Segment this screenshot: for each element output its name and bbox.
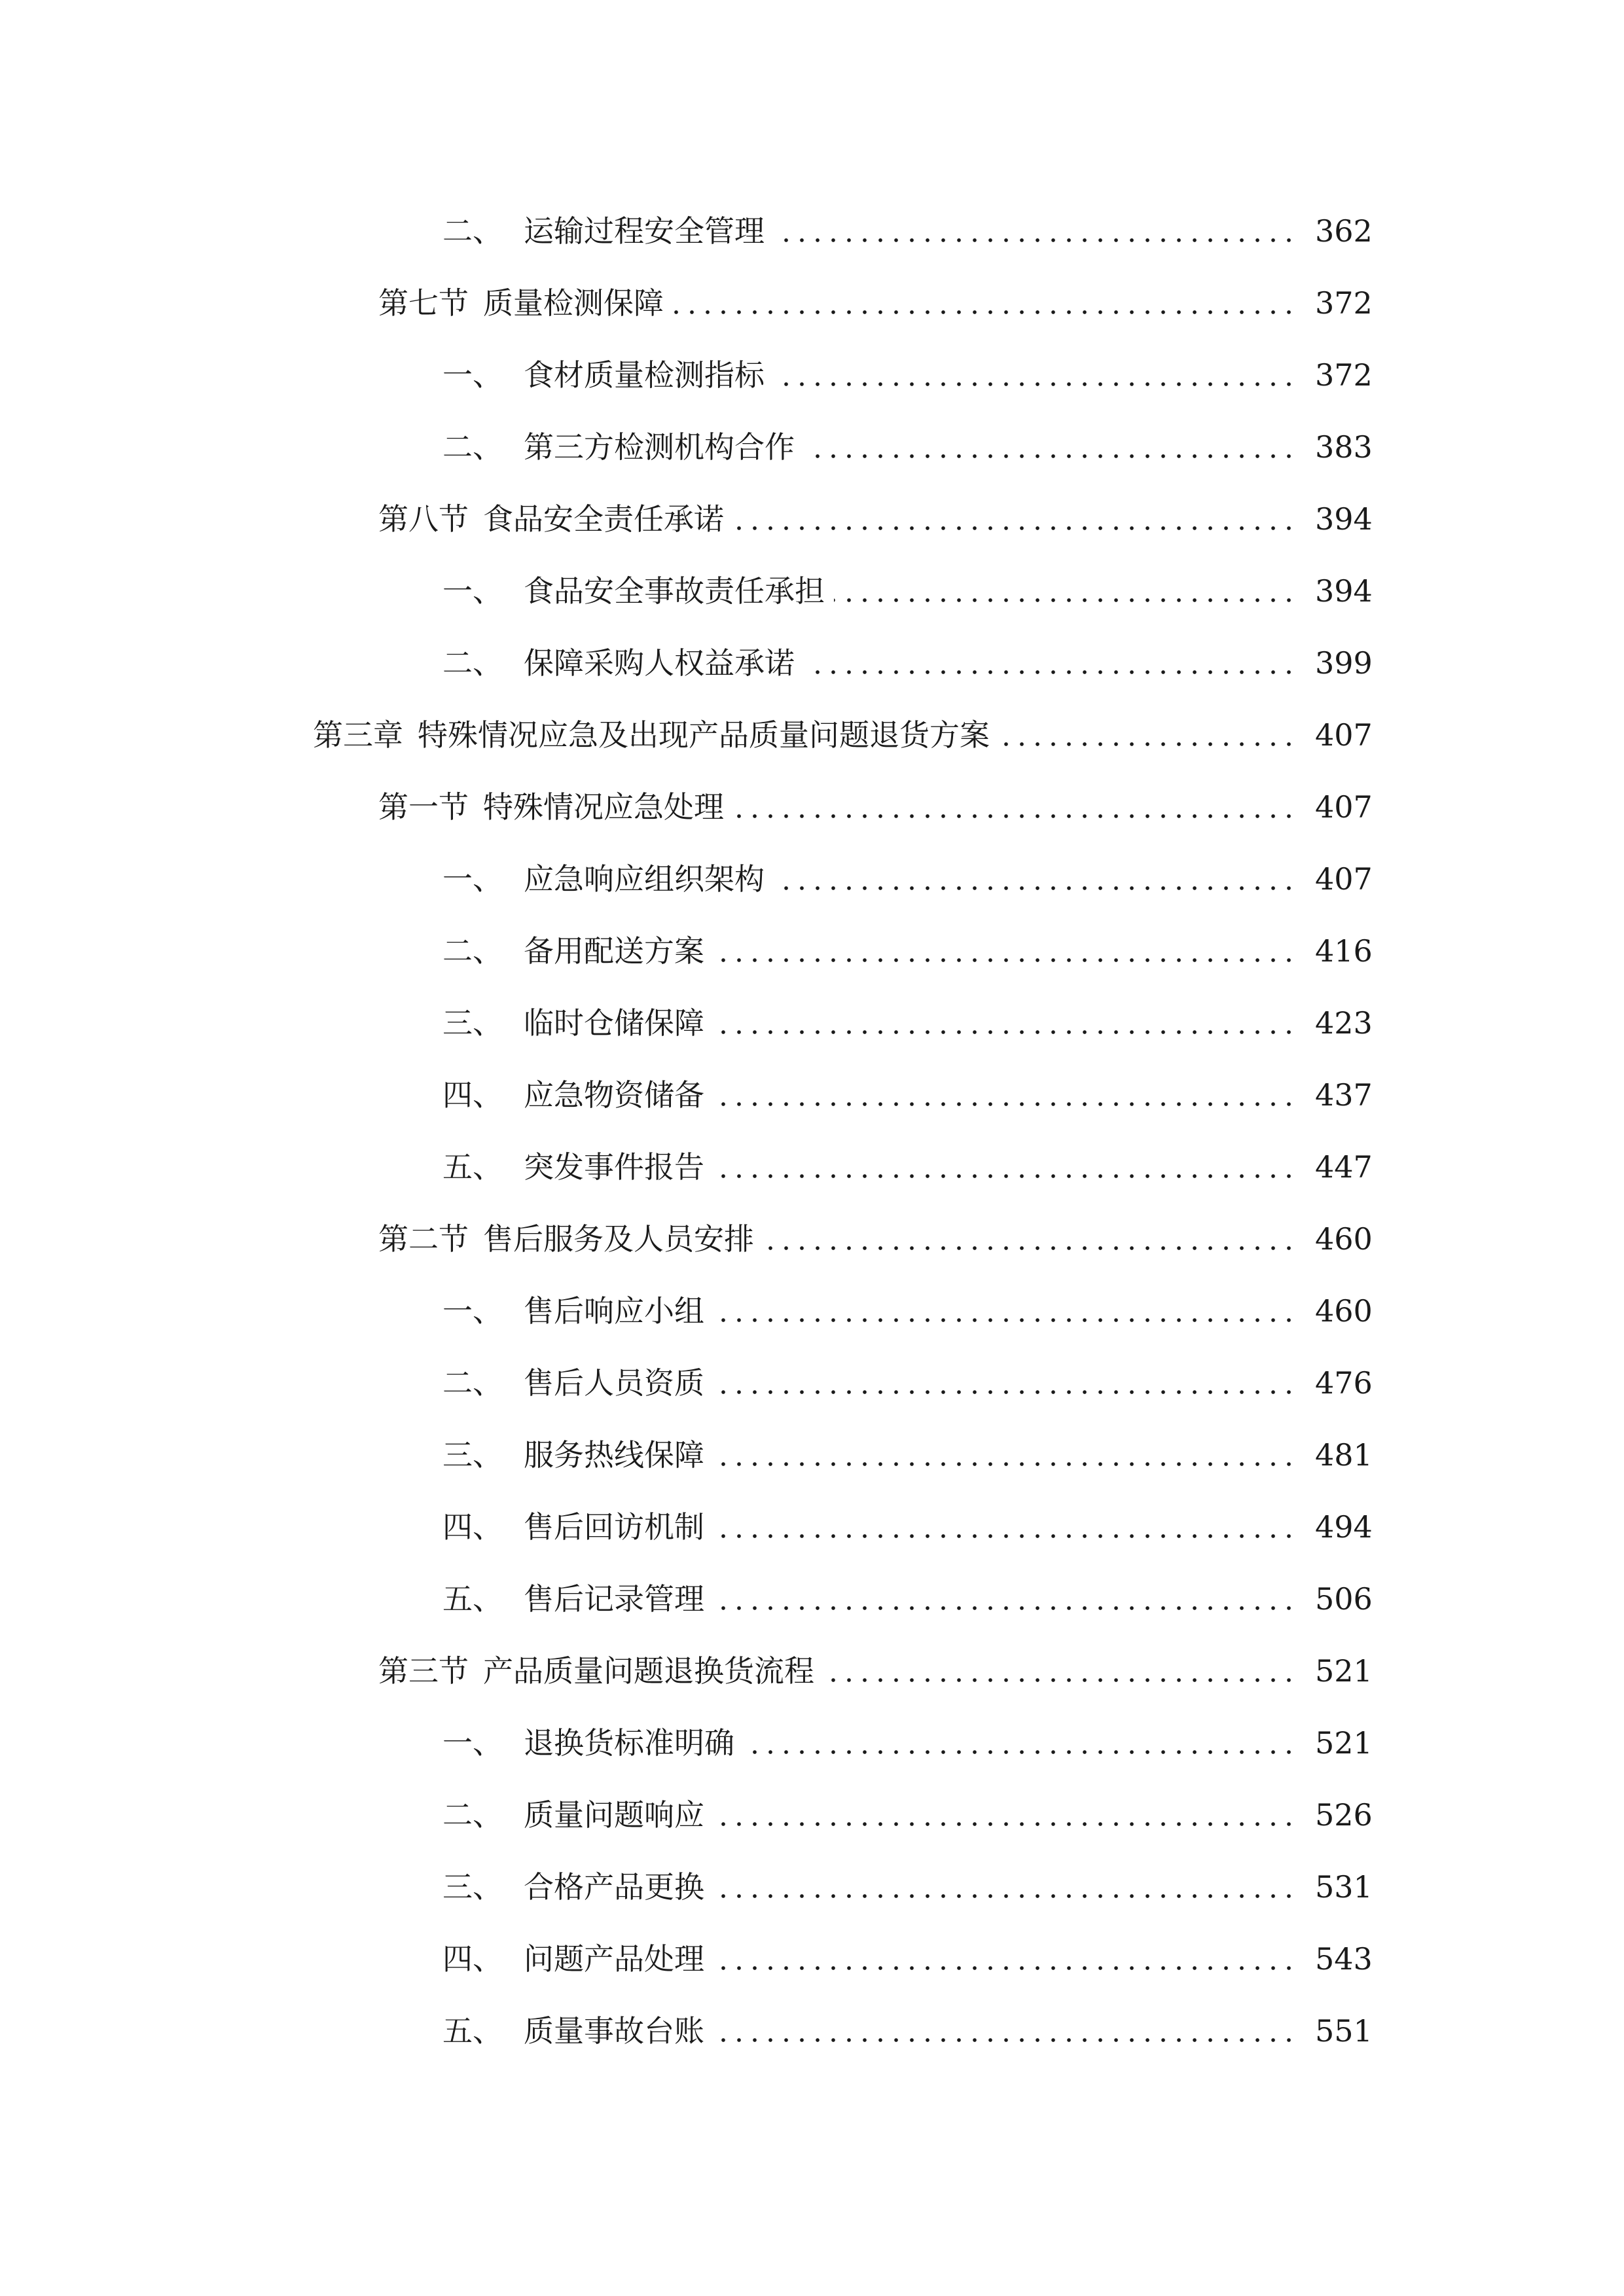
toc-entry-title: 质量事故台账	[524, 2013, 704, 2049]
toc-entry-number: 二、	[442, 933, 503, 969]
dot-leader	[713, 1512, 1297, 1542]
toc-entry-title: 食材质量检测指标	[524, 357, 765, 393]
toc-entry-page: 526	[1315, 1797, 1373, 1833]
toc-entry[interactable]	[0, 1995, 1624, 2067]
toc-entry[interactable]	[0, 1275, 1624, 1347]
toc-entry-title: 保障采购人权益承诺	[524, 645, 795, 681]
toc-entry-page: 407	[1315, 717, 1373, 753]
dot-leader	[774, 864, 1297, 894]
toc-entry-title: 问题产品处理	[524, 1941, 704, 1977]
toc-entry-number: 五、	[442, 2013, 503, 2049]
dot-leader	[834, 576, 1297, 606]
toc-entry-number: 第一节	[378, 789, 469, 825]
toc-entry-title: 售后人员资质	[524, 1365, 704, 1401]
toc-entry-title: 第三方检测机构合作	[524, 429, 795, 465]
toc-entry-title: 质量检测保障	[483, 285, 664, 321]
dot-leader	[713, 2016, 1297, 2046]
toc-entry-number: 第二节	[378, 1221, 469, 1257]
toc-entry-number: 二、	[442, 645, 503, 681]
toc-entry[interactable]	[0, 915, 1624, 987]
toc-entry-number: 四、	[442, 1941, 503, 1977]
toc-entry-number: 四、	[442, 1509, 503, 1545]
toc-entry-title: 售后回访机制	[524, 1509, 704, 1545]
dot-leader	[713, 1008, 1297, 1038]
dot-leader	[774, 216, 1297, 246]
toc-entry-page: 521	[1315, 1725, 1373, 1761]
toc-entry[interactable]	[0, 483, 1624, 555]
toc-entry-page: 399	[1315, 645, 1373, 681]
toc-entry-number: 一、	[442, 1725, 503, 1761]
toc-entry-number: 二、	[442, 1797, 503, 1833]
toc-entry-title: 售后服务及人员安排	[483, 1221, 754, 1257]
toc-entry-number: 五、	[442, 1581, 503, 1617]
toc-entry-title: 应急响应组织架构	[524, 861, 765, 897]
toc-entry-title: 产品质量问题退换货流程	[483, 1653, 814, 1689]
toc-entry-title: 服务热线保障	[524, 1437, 704, 1473]
toc-entry[interactable]	[0, 1635, 1624, 1707]
toc-entry-title: 售后记录管理	[524, 1581, 704, 1617]
toc-entry-page: 407	[1315, 789, 1373, 825]
toc-entry-page: 521	[1315, 1653, 1373, 1689]
toc-entry[interactable]	[0, 1059, 1624, 1131]
toc-entry[interactable]	[0, 1203, 1624, 1275]
dot-leader	[713, 1872, 1297, 1902]
dot-leader	[733, 792, 1297, 822]
dot-leader	[713, 1440, 1297, 1470]
toc-entry-number: 一、	[442, 861, 503, 897]
dot-leader	[713, 1152, 1297, 1182]
toc-entry-title: 备用配送方案	[524, 933, 704, 969]
dot-leader	[713, 936, 1297, 966]
toc-entry-number: 三、	[442, 1869, 503, 1905]
toc-entry[interactable]	[0, 1779, 1624, 1851]
toc-entry-title: 食品安全责任承诺	[483, 501, 724, 537]
toc-entry[interactable]	[0, 1563, 1624, 1635]
toc-entry-number: 第八节	[378, 501, 469, 537]
toc-entry-title: 特殊情况应急及出现产品质量问题退货方案	[418, 717, 990, 753]
toc-entry-page: 423	[1315, 1005, 1373, 1041]
toc-entry-number: 二、	[442, 1365, 503, 1401]
toc-entry-page: 460	[1315, 1221, 1373, 1257]
toc-entry-title: 突发事件报告	[524, 1149, 704, 1185]
toc-entry[interactable]	[0, 1419, 1624, 1491]
toc-entry-number: 第三节	[378, 1653, 469, 1689]
toc-entry-number: 第三章	[313, 717, 403, 753]
dot-leader	[713, 1368, 1297, 1398]
toc-entry-title: 运输过程安全管理	[524, 213, 765, 249]
toc-entry-page: 416	[1315, 933, 1373, 969]
toc-entry-number: 一、	[442, 1293, 503, 1329]
toc-entry-page: 531	[1315, 1869, 1373, 1905]
toc-entry-title: 合格产品更换	[524, 1869, 704, 1905]
toc-entry-title: 特殊情况应急处理	[483, 789, 724, 825]
toc-entry-page: 551	[1315, 2013, 1373, 2049]
table-of-contents	[0, 195, 1624, 2067]
toc-entry-number: 一、	[442, 573, 503, 609]
toc-entry[interactable]	[0, 1923, 1624, 1995]
toc-entry-number: 三、	[442, 1437, 503, 1473]
dot-leader	[763, 1224, 1297, 1254]
toc-entry[interactable]	[0, 411, 1624, 483]
toc-entry[interactable]	[0, 1707, 1624, 1779]
toc-entry-number: 第七节	[378, 285, 469, 321]
toc-entry-page: 447	[1315, 1149, 1373, 1185]
toc-entry-page: 407	[1315, 861, 1373, 897]
toc-entry-page: 476	[1315, 1365, 1373, 1401]
toc-entry[interactable]	[0, 267, 1624, 339]
toc-entry-number: 二、	[442, 429, 503, 465]
toc-entry[interactable]	[0, 987, 1624, 1059]
toc-entry-page: 362	[1315, 213, 1373, 249]
toc-entry-page: 481	[1315, 1437, 1373, 1473]
dot-leader	[733, 504, 1297, 534]
toc-entry-title: 退换货标准明确	[524, 1725, 734, 1761]
toc-entry-title: 应急物资储备	[524, 1077, 704, 1113]
toc-entry[interactable]	[0, 339, 1624, 411]
toc-entry-page: 394	[1315, 501, 1373, 537]
toc-entry[interactable]	[0, 1347, 1624, 1419]
dot-leader	[673, 288, 1297, 318]
toc-entry-page: 372	[1315, 285, 1373, 321]
toc-entry-title: 质量问题响应	[524, 1797, 704, 1833]
toc-entry-page: 394	[1315, 573, 1373, 609]
dot-leader	[713, 1296, 1297, 1326]
toc-entry-page: 506	[1315, 1581, 1373, 1617]
toc-entry-page: 494	[1315, 1509, 1373, 1545]
dot-leader	[774, 360, 1297, 390]
toc-entry[interactable]	[0, 1491, 1624, 1563]
dot-leader	[713, 1800, 1297, 1830]
toc-entry[interactable]	[0, 699, 1624, 771]
dot-leader	[823, 1656, 1297, 1686]
toc-entry[interactable]	[0, 627, 1624, 699]
toc-entry-page: 437	[1315, 1077, 1373, 1113]
toc-entry-page: 460	[1315, 1293, 1373, 1329]
dot-leader	[713, 1944, 1297, 1974]
dot-leader	[744, 1728, 1297, 1758]
dot-leader	[804, 648, 1297, 678]
toc-entry-number: 二、	[442, 213, 503, 249]
toc-entry[interactable]	[0, 1851, 1624, 1923]
toc-entry-number: 四、	[442, 1077, 503, 1113]
dot-leader	[713, 1080, 1297, 1110]
dot-leader	[999, 720, 1297, 750]
toc-entry-title: 售后响应小组	[524, 1293, 704, 1329]
toc-entry-number: 五、	[442, 1149, 503, 1185]
toc-entry[interactable]	[0, 195, 1624, 267]
toc-entry[interactable]	[0, 843, 1624, 915]
toc-entry-number: 一、	[442, 357, 503, 393]
toc-entry[interactable]	[0, 771, 1624, 843]
dot-leader	[804, 432, 1297, 462]
toc-entry-page: 383	[1315, 429, 1373, 465]
toc-entry[interactable]	[0, 555, 1624, 627]
toc-entry-page: 372	[1315, 357, 1373, 393]
toc-entry-page: 543	[1315, 1941, 1373, 1977]
dot-leader	[713, 1584, 1297, 1614]
toc-entry-number: 三、	[442, 1005, 503, 1041]
toc-entry-title: 食品安全事故责任承担	[524, 573, 825, 609]
toc-entry-title: 临时仓储保障	[524, 1005, 704, 1041]
toc-entry[interactable]	[0, 1131, 1624, 1203]
